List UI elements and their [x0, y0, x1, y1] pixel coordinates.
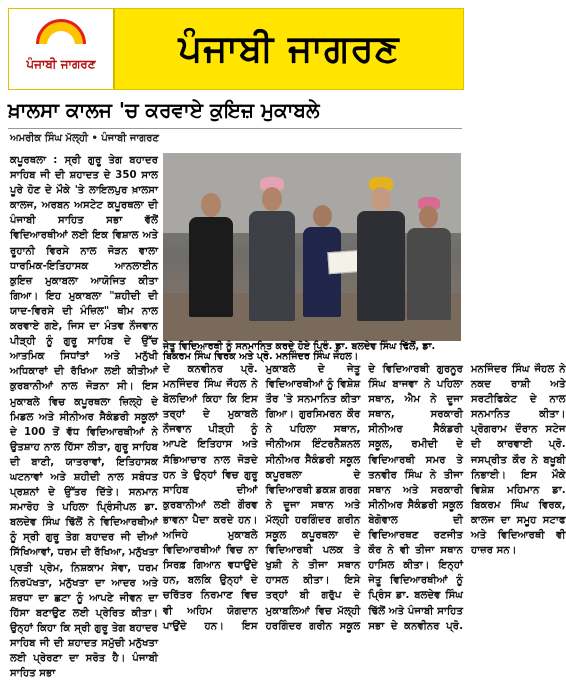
logo-text: ਪੰਜਾਬੀ ਜਾਗਰਣ: [26, 57, 96, 71]
dateline: ਕਪੂਰਥਲਾ :: [10, 155, 58, 166]
article-lead-text: ਸ੍ਰੀ ਗੁਰੂ ਤੇਗ ਬਹਾਦਰ ਸਾਹਿਬ ਜੀ ਦੀ ਸ਼ਹਾਦਤ ਦੇ 350 ਸਾਲ ਪੂਰੇ ਹੋਣ ਦੇ ਮੌਕੇ 'ਤੇ ਲਾਇਲਪੁਰ ਖ਼ਾਲਸਾ ਕਾਲਜ, ਅਰਬਨ ਅਸਟੇਟ ਕਪੂਰਥਲਾ ਦੀ ਪੰਜਾਬੀ ਸਾਹਿਤ ਸਭਾ ਵੱਲੋਂ ਵਿਦਿਆਰਥੀਆਂ ਲਈ ਇਕ ਵਿਸ਼ਾਲ ਅਤੇ ਰੂਹਾਨੀ ਵਿਰਸੇ ਨਾਲ ਜੋੜਨ ਵਾਲਾ ਧਾਰਮਿਕ-ਇਤਿਹਾਸਕ ਆਨਲਾਈਨ ਕੁਇਜ਼ ਮੁਕਾਬਲਾ ਆਯੋਜਿਤ ਕੀਤਾ ਗਿਆ। ਇਹ ਮੁਕਾਬਲਾ "ਸ਼ਹੀਦੀ ਦੀ ਯਾਦ-ਵਿਰਸੇ ਦੀ ਮੰਜ਼ਿਲ" ਥੀਮ ਨਾਲ ਕਰਵਾਏ ਗਏ, ਜਿਸ ਦਾ ਮੰਤਵ ਨੌਜਵਾਨ ਪੀੜ੍ਹੀ ਨੂੰ ਗੁਰੂ ਸਾਹਿਬ ਦੇ ਉੱਚ ਆਤਮਿਕ ਸਿਧਾਂਤਾਂ ਅਤੇ ਮਨੁੱਖੀ ਅਧਿਕਾਰਾਂ ਦੀ ਰੱਖਿਆ ਲਈ ਕੀਤੀਆਂ ਕੁਰਬਾਨੀਆਂ ਨਾਲ ਜੋੜਨਾ ਸੀ। ਇਸ ਮੁਕਾਬਲੇ ਵਿਚ ਕਪੂਰਥਲਾ ਜ਼ਿਲ੍ਹੇ ਦੇ ਮਿਡਲ ਅਤੇ ਸੀਨੀਅਰ ਸੈਕੰਡਰੀ ਸਕੂਲਾਂ ਦੇ 100 ਤੋਂ ਵੱਧ ਵਿਦਿਆਰਥੀਆਂ ਨੇ ਉਤਸ਼ਾਹ ਨਾਲ ਹਿੱਸਾ ਲੀਤਾ, ਗੁਰੂ ਸਾਹਿਬ ਦੀ ਬਾਣੀ, ਯਾਤਰਾਵਾਂ, ਇਤਿਹਾਸਕ ਘਟਨਾਵਾਂ ਅਤੇ ਸ਼ਹੀਦੀ ਨਾਲ ਸਬੰਧਤ ਪ੍ਰਸ਼ਨਾਂ ਦੇ ਉੱਤਰ ਦਿੱਤੇ। ਸਨਮਾਨ ਸਮਾਰੋਹ ਤੇ ਪਹਿਲਾ ਪ੍ਰਿੰਸੀਪਲ ਡਾ. ਬਲਦੇਵ ਸਿੰਘ ਢਿੱਲੋਂ ਨੇ ਵਿਦਿਆਰਥੀਆਂ ਨੂੰ ਸ੍ਰੀ ਗੁਰੂ ਤੇਗ ਬਹਾਦਰ ਜੀ ਦੀਆਂ ਸਿੱਖਿਆਵਾਂ, ਧਰਮ ਦੀ ਰੱਖਿਆ, ਮਨੁੱਖਤਾ ਪ੍ਰਤੀ ਪ੍ਰੇਮ, ਨਿਸ਼ਕਾਮ ਸੇਵਾ, ਧਰਮ ਨਿਰਪੱਖਤਾ, ਮਨੁੱਖਤਾ ਦਾ ਆਦਰ ਅਤੇ ਸ਼ਰਧਾ ਦਾ ਛਟਾ ਨੂੰ ਆਪਣੇ ਜੀਵਨ ਦਾ ਹਿੱਸਾ ਬਣਾਉਣ ਲਈ ਪ੍ਰੇਰਿਤ ਕੀਤਾ। ਉਨ੍ਹਾਂ ਕਿਹਾ ਕਿ ਸ੍ਰੀ ਗੁਰੂ ਤੇਗ ਬਹਾਦਰ ਸਾਹਿਬ ਜੀ ਦੀ ਸ਼ਹਾਦਤ ਸਮੁੱਚੀ ਮਨੁੱਖਤਾ ਲਈ ਪ੍ਰੇਰਣਾ ਦਾ ਸਰੋਤ ਹੈ। ਪੰਜਾਬੀ ਸਾਹਿਤ ਸਭਾ: [10, 155, 159, 680]
brand-band: [115, 9, 463, 89]
article-photo: [163, 153, 461, 341]
article-body-continuation: [163, 362, 566, 645]
article-byline: ਅਮਰੀਕ ਸਿੰਘ ਮੱਲ੍ਹੀ • ਪੰਜਾਬੀ ਜਾਗਰਣ: [10, 133, 159, 144]
article-headline: ਖ਼ਾਲਸਾ ਕਾਲਜ 'ਚ ਕਰਵਾਏ ਕੁਇਜ਼ ਮੁਕਾਬਲੇ: [8, 98, 320, 122]
brand-title: ਪੰਜਾਬੀ ਜਾਗਰਣ: [178, 27, 400, 70]
masthead: [8, 8, 464, 90]
article-body-left-column: [10, 153, 159, 680]
newspaper-logo[interactable]: [9, 9, 115, 89]
photo-caption: ਜੇਤੂ ਵਿਦਿਆਰਥੀ ਨੂੰ ਸਨਮਾਨਿਤ ਕਰਦੇ ਹੋਏ ਪ੍ਰਿੰ. ਡਾ. ਬਲਦੇਵ ਸਿੰਘ ਢਿੱਲੋਂ, ਡਾ. ਬਿਕਰਮ ਸਿੰਘ ਵਿਰਕ ਅਤੇ ਪ੍ਰੋ. ਮਨਜਿੰਦਰ ਸਿੰਘ ਜੌਹਲ।: [163, 342, 461, 360]
continuation-text: ਦੇ ਕਨਵੀਨਰ ਪ੍ਰੋ. ਮਨਜਿੰਦਰ ਸਿੰਘ ਜੌਹਲ ਨੇ ਬੋਲਦਿਆਂ ਕਿਹਾ ਕਿ ਇਸ ਤਰ੍ਹਾਂ ਦੇ ਮੁਕਾਬਲੇ ਨੌਜਵਾਨ ਪੀੜ੍ਹੀ ਨੂੰ ਆਪਣੇ ਇਤਿਹਾਸ ਅਤੇ ਸੱਭਿਆਚਾਰ ਨਾਲ ਜੋੜਦੇ ਹਨ ਤੇ ਉਨ੍ਹਾਂ ਵਿਚ ਗੁਰੂ ਸਾਹਿਬ ਦੀਆਂ ਕੁਰਬਾਨੀਆਂ ਲਈ ਗੌਰਵ ਭਾਵਨਾ ਪੈਦਾ ਕਰਦੇ ਹਨ। ਅਜਿਹੇ ਮੁਕਾਬਲੇ ਵਿਦਿਆਰਥੀਆਂ ਵਿਚ ਨਾ ਸਿਰਫ਼ ਗਿਆਨ ਵਧਾਉਂਦੇ ਹਨ, ਬਲਕਿ ਉਨ੍ਹਾਂ ਦੇ ਚਰਿੱਤਰ ਨਿਰਮਾਣ ਵਿਚ ਵੀ ਅਹਿਮ ਯੋਗਦਾਨ ਪਾਉਂਦੇ ਹਨ। ਇਸ ਮੁਕਾਬਲੇ ਦੇ ਜੇਤੂ ਵਿਦਿਆਰਥੀਆਂ ਨੂੰ ਵਿਸ਼ੇਸ਼ ਤੌਰ 'ਤੇ ਸਨਮਾਨਿਤ ਕੀਤਾ ਗਿਆ। ਗੁਰਸਿਮਰਨ ਕੌਰ ਨੇ ਪਹਿਲਾ ਸਥਾਨ, ਜੀਨੀਅਸ ਇੰਟਰਨੈਸ਼ਨਲ ਸੀਨੀਅਰ ਸੈਕੰਡਰੀ ਸਕੂਲ ਕਪੂਰਥਲਾ ਦੇ ਵਿਦਿਆਰਥੀ ਡਕਸ਼ ਗਰਗ ਨੇ ਦੂਜਾ ਸਥਾਨ ਅਤੇ ਮੱਲ੍ਹੀ ਹਰਗਿੰਦਰ ਗਰੀਨ ਸਕੂਲ ਕਪੂਰਥਲਾ ਦੇ ਵਿਦਿਆਰਥੀ ਪਲਕ ਤੇ ਖੁਸ਼ੀ ਨੇ ਤੀਜਾ ਸਥਾਨ ਹਾਸਲ ਕੀਤਾ। ਇਸੇ ਤਰ੍ਹਾਂ ਬੀ ਗਰੁੱਪ ਦੇ ਮੁਕਾਬਲਿਆਂ ਵਿਚ ਮੱਲ੍ਹੀ ਹਰਗਿੰਦਰ ਗਰੀਨ ਸਕੂਲ ਦੇ ਵਿਦਿਆਰਥੀ ਗੁਰਨੂਰ ਸਿੰਘ ਬਾਜਵਾ ਨੇ ਪਹਿਲਾ ਸਥਾਨ, ਐਮ ਨੇ ਦੂਜਾ ਸਥਾਨ, ਸਰਕਾਰੀ ਸੀਨੀਅਰ ਸੈਕੰਡਰੀ ਸਕੂਲ, ਰਮੀਦੀ ਦੇ ਵਿਦਿਆਰਥੀ ਸਮਰ ਤੇ ਤਨਵੀਰ ਸਿੰਘ ਨੇ ਤੀਜਾ ਸਥਾਨ ਅਤੇ ਸਰਕਾਰੀ ਸੀਨੀਅਰ ਸੈਕੰਡਰੀ ਸਕੂਲ ਬੇਗੋਵਾਲ ਦੀ ਵਿਦਿਆਰਥਣ ਰਣਜੀਤ ਕੌਰ ਨੇ ਵੀ ਤੀਜਾ ਸਥਾਨ ਹਾਸਿਲ ਕੀਤਾ। ਇਨ੍ਹਾਂ ਜੇਤੂ ਵਿਦਿਆਰਥੀਆਂ ਨੂੰ ਪ੍ਰਿੰਸ ਡਾ. ਬਲਦੇਵ ਸਿੰਘ ਢਿੱਲੋਂ ਅਤੇ ਪੰਜਾਬੀ ਸਾਹਿਤ ਸਭਾ ਦੇ ਕਨਵੀਨਰ ਪ੍ਰੋ. ਮਨਜਿੰਦਰ ਸਿੰਘ ਜੌਹਲ ਨੇ ਨਕਦ ਰਾਸ਼ੀ ਅਤੇ ਸਰਟੀਫਿਕੇਟ ਦੇ ਨਾਲ ਸਨਮਾਨਿਤ ਕੀਤਾ। ਪ੍ਰੋਗਰਾਮ ਦੌਰਾਨ ਸਟੇਜ ਦੀ ਕਾਰਵਾਈ ਪ੍ਰੋ. ਜਸਪ੍ਰੀਤ ਕੌਰ ਨੇ ਬਖੂਬੀ ਨਿਭਾਈ। ਇਸ ਮੌਕੇ ਵਿਸ਼ੇਸ਼ ਮਹਿਮਾਨ ਡਾ. ਬਿਕਰਮ ਸਿੰਘ ਵਿਰਕ, ਕਾਲਜ ਦਾ ਸਮੂਹ ਸਟਾਫ ਅਤੇ ਵਿਦਿਆਰਥੀ ਵੀ ਹਾਜ਼ਰ ਸਨ।: [163, 364, 566, 632]
divider: [8, 128, 462, 129]
